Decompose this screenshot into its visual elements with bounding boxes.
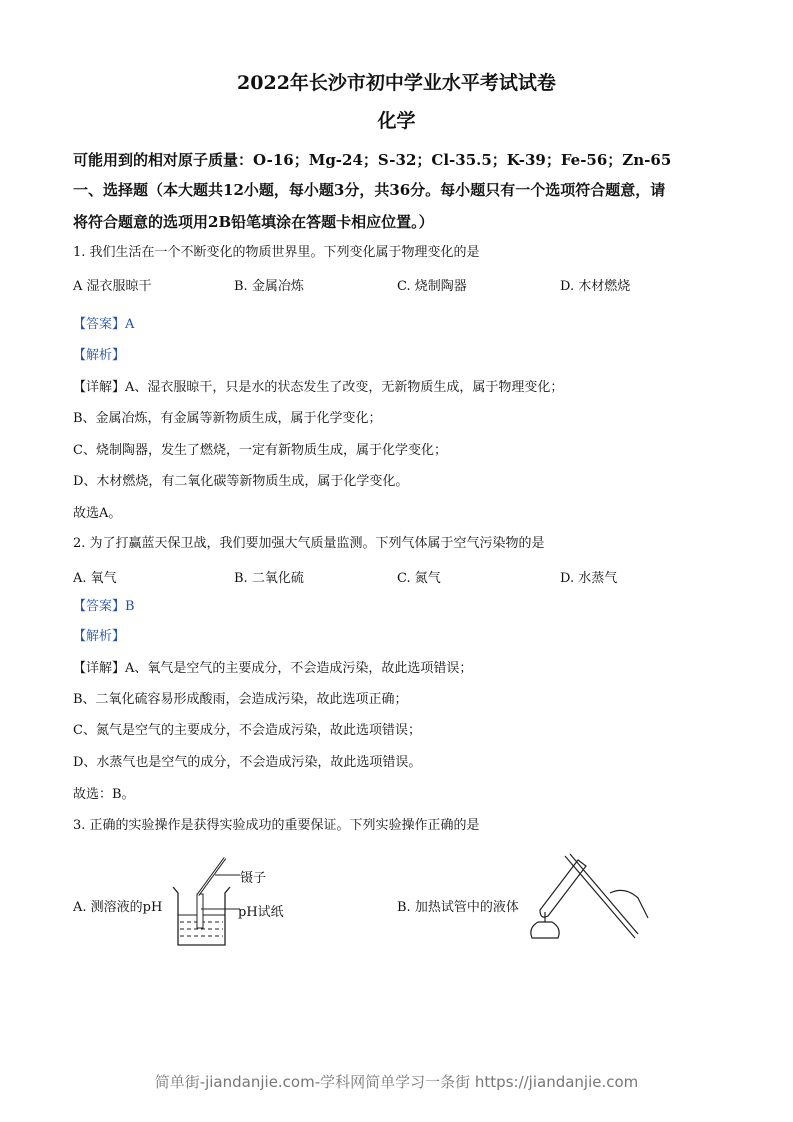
subject-title: 化学 [377, 110, 416, 132]
section-heading-cont: 将符合题意的选项用2B铅笔填涂在答题卡相应位置。） [73, 213, 434, 231]
q1-option-c: C. 烧制陶器 [397, 279, 467, 294]
question-3-stem: 3. 正确的实验操作是获得实验成功的重要保证。下列实验操作正确的是 [73, 818, 480, 833]
q1-answer: 【答案】A [73, 317, 135, 332]
q2-option-c: C. 氮气 [397, 571, 441, 586]
q2-detail: D、水蒸气也是空气的成分，不会造成污染，故此选项错误。 [73, 755, 422, 770]
page-title: 2022年长沙市初中学业水平考试试卷 [237, 72, 556, 94]
q3-option-a: A. 测溶液的pH [73, 900, 163, 915]
q2-option-a: A. 氧气 [73, 571, 117, 586]
q1-detail: D、木材燃烧，有二氧化碳等新物质生成，属于化学变化。 [73, 474, 409, 489]
q1-option-d: D. 木材燃烧 [560, 279, 631, 294]
tweezers-label: 镊子 [240, 871, 267, 886]
q2-option-d: D. 水蒸气 [560, 571, 618, 586]
heating-test-tube-figure [520, 848, 650, 948]
q1-detail: B、金属冶炼，有金属等新物质生成，属于化学变化； [73, 411, 382, 426]
q2-conclusion: 故选：B。 [73, 787, 135, 802]
footer-watermark: 简单街-jiandanjie.com-学科网简单学习一条街 https://jiandanjie.com [154, 1073, 639, 1091]
q1-option-a: A 湿衣服晾干 [73, 279, 152, 294]
section-heading: 一、选择题（本大题共12小题，每小题3分，共36分。每小题只有一个选项符合题意，请 [73, 181, 666, 199]
q1-conclusion: 故选A。 [73, 506, 122, 521]
q2-detail: 【详解】A、氧气是空气的主要成分，不会造成污染，故此选项错误； [73, 661, 473, 676]
question-2-stem: 2. 为了打赢蓝天保卫战，我们要加强大气质量监测。下列气体属于空气污染物的是 [73, 536, 545, 551]
q1-analysis: 【解析】 [73, 348, 126, 363]
atomic-masses: 可能用到的相对原子质量：O-16；Mg-24；S-32；Cl-35.5；K-39；Fe-56；Zn-65 [73, 151, 672, 169]
q2-detail: B、二氧化硫容易形成酸雨，会造成污染，故此选项正确； [73, 692, 408, 707]
q2-analysis: 【解析】 [73, 629, 126, 644]
q1-detail: C、烧制陶器，发生了燃烧，一定有新物质生成，属于化学变化； [73, 443, 447, 458]
question-1-stem: 1. 我们生活在一个不断变化的物质世界里。下列变化属于物理变化的是 [73, 245, 480, 260]
q1-option-b: B. 金属冶炼 [234, 279, 304, 294]
q3-option-b: B. 加热试管中的液体 [397, 900, 519, 915]
q2-answer: 【答案】B [73, 599, 135, 614]
q1-detail: 【详解】A、湿衣服晾干，只是水的状态发生了改变，无新物质生成，属于物理变化； [73, 380, 564, 395]
q2-option-b: B. 二氧化硫 [234, 571, 304, 586]
q2-detail: C、氮气是空气的主要成分，不会造成污染，故此选项错误； [73, 723, 421, 738]
ph-paper-label: pH试纸 [238, 905, 284, 920]
